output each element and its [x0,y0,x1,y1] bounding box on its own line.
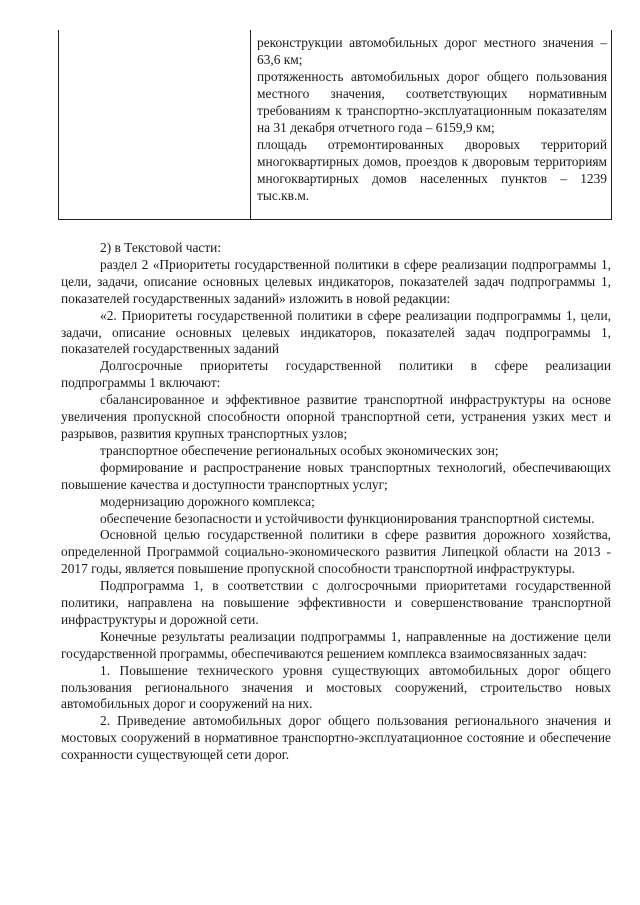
paragraph: «2. Приоритеты государственной политики в сфере реализации подпрограммы 1, цели, задачи, описание основных целевых индикаторов, показателей задач подпрограммы 1, показателей государственных заданий [61,307,611,357]
paragraph: Долгосрочные приоритеты государственной политики в сфере реализации подпрограммы 1 включают: [61,358,611,391]
paragraph: сбалансированное и эффективное развитие транспортной инфраструктуры на основе увеличения пропускной способности опорной транспортной сети, устранения узких мест и разрывов, развития крупных транспортных узлов; [61,392,611,441]
document-body [61,240,611,764]
table-cell-indicators [257,34,607,204]
paragraph: Конечные результаты реализации подпрограммы 1, направленные на достижение цели государственной программы, обеспечиваются решением комплекса взаимосвязанных задач: [61,628,611,661]
paragraph: 2) в Текстовой части: [100,240,222,255]
paragraph: модернизацию дорожного комплекса; [100,493,315,509]
table-cell-item: площадь отремонтированных дворовых территорий многоквартирных домов, проездов к дворовым территориям многоквартирных домов населенных пунктов – 1239 тыс.кв.м. [257,137,607,203]
paragraph: 1. Повышение технического уровня существующих автомобильных дорог общего пользования регионального значения и мостовых сооружений, строительство новых автомобильных дорог и сооружений на них. [61,662,611,712]
paragraph: формирование и распространение новых транспортных технологий, обеспечивающих повышение качества и доступности транспортных услуг; [61,459,611,492]
paragraph: 2. Приведение автомобильных дорог общего пользования регионального значения и мостовых сооружений в нормативное транспортно-эксплуатационное состояние и обеспечение сохранности существующей сети дорог. [61,713,611,763]
table-cell-item: протяженность автомобильных дорог общего пользования местного значения, соответствующих нормативным требованиям к транспортно-эксплуатационным показателям на 31 декабря отчетного года – 6159,9 км; [257,69,607,135]
paragraph: обеспечение безопасности и устойчивости функционирования транспортной системы. [100,510,595,526]
table-column-divider [250,30,251,219]
paragraph: раздел 2 «Приоритеты государственной политики в сфере реализации подпрограммы 1, цели, задачи, описание основных целевых индикаторов, показателей задач подпрограммы 1, показателей государственных заданий» изложить в новой редакции: [61,256,611,306]
indicators-table [58,30,612,220]
paragraph: Подпрограмма 1, в соответствии с долгосрочными приоритетами государственной политики, направлена на повышение эффективности и совершенствование транспортной инфраструктуры и дорожной сети. [61,578,611,627]
paragraph: транспортное обеспечение региональных особых экономических зон; [100,442,499,458]
paragraph: Основной целью государственной политики в сфере развития дорожного хозяйства, определенной Программой социально-экономического развития Липецкой области на 2013 - 2017 годы, является повышение пропускной способности транспортной инфраструктуры. [61,527,611,577]
table-cell-item: реконструкции автомобильных дорог местного значения – 63,6 км; [257,35,607,67]
